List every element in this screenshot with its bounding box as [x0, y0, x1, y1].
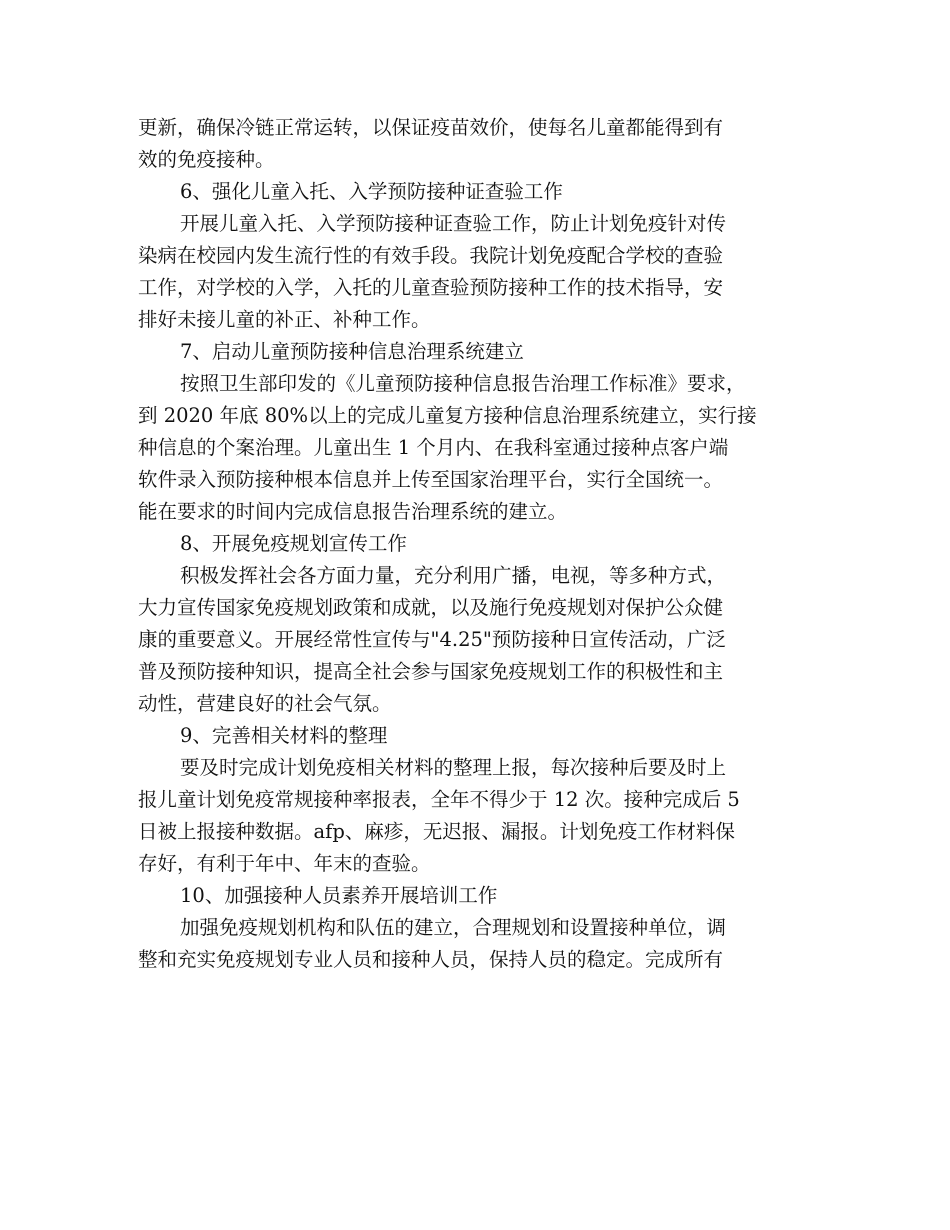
paragraph-line: 普及预防接种知识，提高全社会参与国家免疫规划工作的积极性和主 — [138, 660, 724, 683]
section-heading: 6、强化儿童入托、入学预防接种证查验工作 — [180, 180, 563, 203]
document-page — [138, 112, 810, 976]
section-7 — [138, 336, 810, 528]
section-8 — [138, 528, 810, 720]
section-heading: 10、加强接种人员素养开展培训工作 — [180, 884, 498, 907]
paragraph-line: 存好，有利于年中、年末的查验。 — [138, 852, 431, 875]
paragraph-line: 工作，对学校的入学，入托的儿童查验预防接种工作的技术指导，安 — [138, 276, 724, 299]
paragraph-line: 报儿童计划免疫常规接种率报表，全年不得少于 12 次。接种完成后 5 — [138, 788, 740, 811]
paragraph-line: 整和充实免疫规划专业人员和接种人员，保持人员的稳定。完成所有 — [138, 948, 724, 971]
paragraph-line: 积极发挥社会各方面力量，充分利用广播，电视，等多种方式， — [180, 564, 727, 587]
paragraph-line: 到 2020 年底 80%以上的完成儿童复方接种信息治理系统建立，实行接 — [138, 404, 757, 427]
intro-paragraph — [138, 112, 810, 176]
paragraph-line: 开展儿童入托、入学预防接种证查验工作，防止计划免疫针对传 — [180, 212, 727, 235]
paragraph-line: 效的免疫接种。 — [138, 148, 275, 171]
paragraph-line: 染病在校园内发生流行性的有效手段。我院计划免疫配合学校的查验 — [138, 244, 724, 267]
section-6 — [138, 176, 810, 336]
section-10 — [138, 880, 810, 976]
paragraph-line: 能在要求的时间内完成信息报告治理系统的建立。 — [138, 500, 568, 523]
paragraph-line: 动性，营建良好的社会气氛。 — [138, 692, 392, 715]
section-heading: 7、启动儿童预防接种信息治理系统建立 — [180, 340, 524, 363]
paragraph-line: 种信息的个案治理。儿童出生 1 个月内、在我科室通过接种点客户端 — [138, 436, 729, 459]
paragraph-line: 要及时完成计划免疫相关材料的整理上报，每次接种后要及时上 — [180, 756, 727, 779]
paragraph-line: 按照卫生部印发的《儿童预防接种信息报告治理工作标准》要求， — [180, 372, 746, 395]
section-9 — [138, 720, 810, 880]
paragraph-line: 排好未接儿童的补正、补种工作。 — [138, 308, 431, 331]
paragraph-line: 康的重要意义。开展经常性宣传与"4.25"预防接种日宣传活动，广泛 — [138, 628, 726, 651]
paragraph-line: 加强免疫规划机构和队伍的建立，合理规划和设置接种单位，调 — [180, 916, 727, 939]
section-heading: 9、完善相关材料的整理 — [180, 724, 388, 747]
paragraph-line: 软件录入预防接种根本信息并上传至国家治理平台，实行全国统一。 — [138, 468, 724, 491]
paragraph-line: 更新，确保冷链正常运转，以保证疫苗效价，使每名儿童都能得到有 — [138, 116, 724, 139]
paragraph-line: 大力宣传国家免疫规划政策和成就，以及施行免疫规划对保护公众健 — [138, 596, 724, 619]
section-heading: 8、开展免疫规划宣传工作 — [180, 532, 407, 555]
paragraph-line: 日被上报接种数据。afp、麻疹，无迟报、漏报。计划免疫工作材料保 — [138, 820, 735, 843]
